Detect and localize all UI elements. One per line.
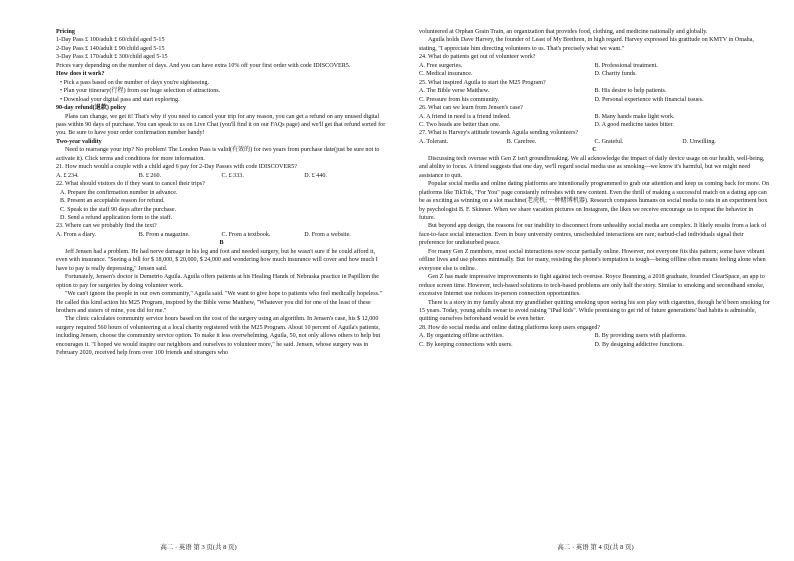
option: A. A friend in need is a friend indeed. — [419, 113, 511, 120]
right-page — [397, 0, 794, 561]
passage-paragraph: But beyond app design, the reasons for our inability to disconnect from unhealthy social media are complex. It likely results from a lack of face-to-face social interaction. Even in busy university centres, unscheduled interactions are rare; earbud-clad individuals signal their preference for undisturbed peace. — [419, 223, 767, 247]
q21-options — [56, 172, 387, 180]
how-item: • Download your digital pass and start exploring. — [60, 96, 180, 103]
option: C. Two heads are better than one. — [419, 121, 501, 128]
option: C. Pressure from his community. — [419, 96, 500, 103]
q25-options — [419, 87, 770, 104]
how-item: • Plan your itinerary(行程) from our huge selection of attractions. — [60, 88, 221, 95]
option: C. Grateful. — [594, 138, 624, 145]
validity-title: Two-year validity — [56, 138, 102, 145]
question-28: 28. How do social media and online dating platforms keep users engaged? — [419, 324, 601, 331]
passage-paragraph: There is a story in my family about my grandfather quitting smoking upon seeing his son play with cigarettes, though he'd been smoking for 15 years. Today, young adults swear to avoid raising "iPad kids". While promising to get rid of future generations' bad habits is admirable, quitting ourselves beforehand would be even better. — [419, 299, 770, 323]
passage-paragraph: Gen Z has made impressive improvements to fight against tech overuse. Royce Branning, a 2018 graduate, founded ClearSpace, an app to reduce screen time. However, tech-based solutions to tech-based problems are only half the story. Similar to smoking and secondhand smoke, excessive Internet use reduces in-person connection opportunities. — [419, 274, 765, 298]
pricing-note: Prices vary depending on the number of days. And you can have extra 10% off your first order with code IDISCOVER5. — [56, 62, 351, 69]
pricing-line: 1-Day Pass £ 100/adult £ 60/child aged 5-15 — [56, 37, 165, 44]
q24-options — [419, 62, 770, 79]
option: D. From a website. — [304, 231, 351, 238]
question-21: 21. How much would a couple with a child aged 6 pay for 2-Day Passes with code IDISCOVER5? — [56, 164, 297, 171]
passage-paragraph: Jeff Jensen had a problem. He had nerve damage in his leg and foot and needed surgery, but he wasn't sure if he could afford it, even with insurance. "Seeing a bill for $ 18,000, $ 20,000, $ 24,000 and wondering how much insurance will cover and how much I have to pay is really depressing," Jensen said. — [56, 248, 378, 272]
pricing-line: 2-Day Pass £ 140/adult £ 90/child aged 5-15 — [56, 45, 165, 52]
option: B. £ 260. — [138, 172, 162, 179]
validity-text: Need to rearrange your trip? No problem! The London Pass is valid(有效的) for two years from purchase date(just be sure not to activate it). Click terms and conditions for more information. — [56, 147, 380, 162]
right-column — [419, 28, 770, 349]
left-column — [56, 28, 387, 358]
option: B. Professional treatment. — [594, 62, 658, 69]
how-title: How does it work? — [56, 71, 105, 78]
question-23: 23. Where can we probably find the text? — [56, 223, 157, 230]
option: C. From a textbook. — [221, 231, 271, 238]
option: C. £ 333. — [221, 172, 244, 179]
option: D. £ 440. — [304, 172, 327, 179]
pricing-title: Pricing — [56, 29, 75, 35]
question-22: 22. What should visitors do if they want to cancel their trips? — [56, 181, 205, 188]
question-26: 26. What can we learn from Jensen's case? — [419, 105, 523, 112]
question-25: 25. What inspired Aguila to start the M25 Program? — [419, 79, 546, 86]
option: A. Prepare the confirmation number in advance. — [60, 189, 178, 196]
option: A. From a diary. — [56, 231, 97, 238]
how-item: • Pick a pass based on the number of days you're sightseeing. — [60, 79, 210, 86]
passage-paragraph: Popular social media and online dating platforms are intentionally programmed to grab our attention and keep us coming back for more. On platforms like TikTok, "For You" page constantly refreshes with new content. Even the thrill of making a successful match on a dating app can be as exciting as winning on a slot machine(老虎机; 一种赌博机器). Research compares humans on social media to rats in an experiment box by psychologist B. F. Skinner. When we share vacation pictures on Instagram, the likes we receive encourage us to repeat the behavior in future. — [419, 181, 770, 221]
section-b-heading: B — [219, 240, 224, 247]
pricing-line: 3-Day Pass £ 170/adult £ 300/child aged 5-15 — [56, 54, 168, 61]
passage-paragraph: "We can't ignore the people in our own community," Aguila said. "We want to give hope to patients who feel medically hopeless." He called this kind action his M25 Program, inspired by the Bible verse Matthew, "Whatever you did for one of the least of these brothers and sisters of mine, you did for me." — [56, 291, 382, 314]
q23-options — [56, 231, 387, 239]
option: D. Unwilling. — [682, 138, 716, 145]
q28-options — [419, 332, 770, 349]
section-c-heading: C — [592, 147, 597, 154]
question-27: 27. What is Harvey's attitude towards Aguila sending volunteers? — [419, 130, 579, 137]
page-footer: 高二 · 英语 第 4 页(共 8 页) — [557, 544, 634, 551]
option: B. Many hands make light work. — [594, 113, 675, 120]
option: B. Carefree. — [506, 138, 537, 145]
passage-paragraph: Aguila holds Dave Harvey, the founder of Least of My Brethren, in high regard. Harvey expressed his gratitude on KMTV in Omaha, stating, "I appreciate him directing volunteers to us. That's precisely what we want." — [419, 37, 754, 52]
option: D. By designing addictive functions. — [594, 341, 684, 348]
option: A. By organizing offline activities. — [419, 333, 504, 340]
option: A. £ 234. — [56, 172, 79, 179]
option: A. The Bible verse Matthew. — [419, 88, 490, 95]
option: D. Send a refund application form to the staff. — [60, 214, 173, 221]
option: C. Medical insurance. — [419, 71, 473, 78]
option: B. His desire to help patients. — [594, 88, 667, 95]
option: A. Tolerant. — [419, 138, 449, 145]
option: B. By providing users with platforms. — [594, 333, 687, 340]
option: D. Personal experience with financial issues. — [594, 96, 704, 103]
passage-paragraph: Fortunately, Jensen's doctor is Demetrio Aguila. Aguila offers patients at his Healing Hands of Nebraska practice in Papillion the option to pay for surgeries by doing volunteer work. — [56, 274, 380, 289]
q26-options — [419, 113, 770, 130]
option: C. By keeping connections with users. — [419, 341, 513, 348]
passage-paragraph: Discussing tech overuse with Gen Z isn't groundbreaking. We all acknowledge the impact of daily device usage on our health, well-being, and ability to focus. A friend suggests that one day, we'll regard social media use as smoking—we know it's harmful, but we might need assistance to quit. — [419, 155, 765, 179]
option: B. Present an acceptable reason for refund. — [60, 198, 165, 205]
passage-paragraph: The clinic calculates community service hours based on the cost of the surgery using an algorithm. In Jensen's case, his $ 12,000 surgery required 560 hours of volunteering at a local charity registered with the M25 Program. About 10 percent of Aguila's patients, including Jensen, choose the community service option. To make it less overwhelming, Aguila, 50, not only allows others to help but encourages it. "I hoped we would inspire our neighbors and ourselves to volunteer more," he said. Jensen, whose surgery was in February 2020, received help from over 100 friends and strangers who — [56, 316, 381, 357]
passage-paragraph: volunteered at Orphan Grain Train, an organization that provides food, clothing, and medicine nationally and globally. — [419, 29, 708, 35]
refund-title: 90-day refund(退款) policy — [56, 105, 126, 112]
option: D. A good medicine tastes bitter. — [594, 121, 674, 128]
option: A. Free surgeries. — [419, 62, 463, 69]
option: D. Charity funds. — [594, 71, 637, 78]
passage-paragraph: For many Gen Z members, most social interactions now occur partially online. However, not everyone fits this pattern; some have vibrant offline lives and use phones minimally. But for many, resisting the phone's temptation is tough—being offline often means feeling alone when everyone else is online. — [419, 248, 766, 272]
refund-text: Plans can change, we get it! That's why if you need to cancel your trip for any reason, you can get a refund on any unused digital pass within 90 days of purchase. You can speak to us on Live Chat (you'll find it on our FAQs page) and we'll get that refund sorted for you. Be sure to have your order confirmation number handy! — [56, 113, 386, 137]
page-footer: 高二 · 英语 第 3 页(共 8 页) — [160, 544, 237, 551]
option: C. Speak to the staff 90 days after the purchase. — [60, 206, 177, 213]
q27-options — [419, 138, 770, 146]
option: B. From a magazine. — [138, 231, 190, 238]
question-24: 24. What do patients get out of volunteer work? — [419, 54, 536, 61]
